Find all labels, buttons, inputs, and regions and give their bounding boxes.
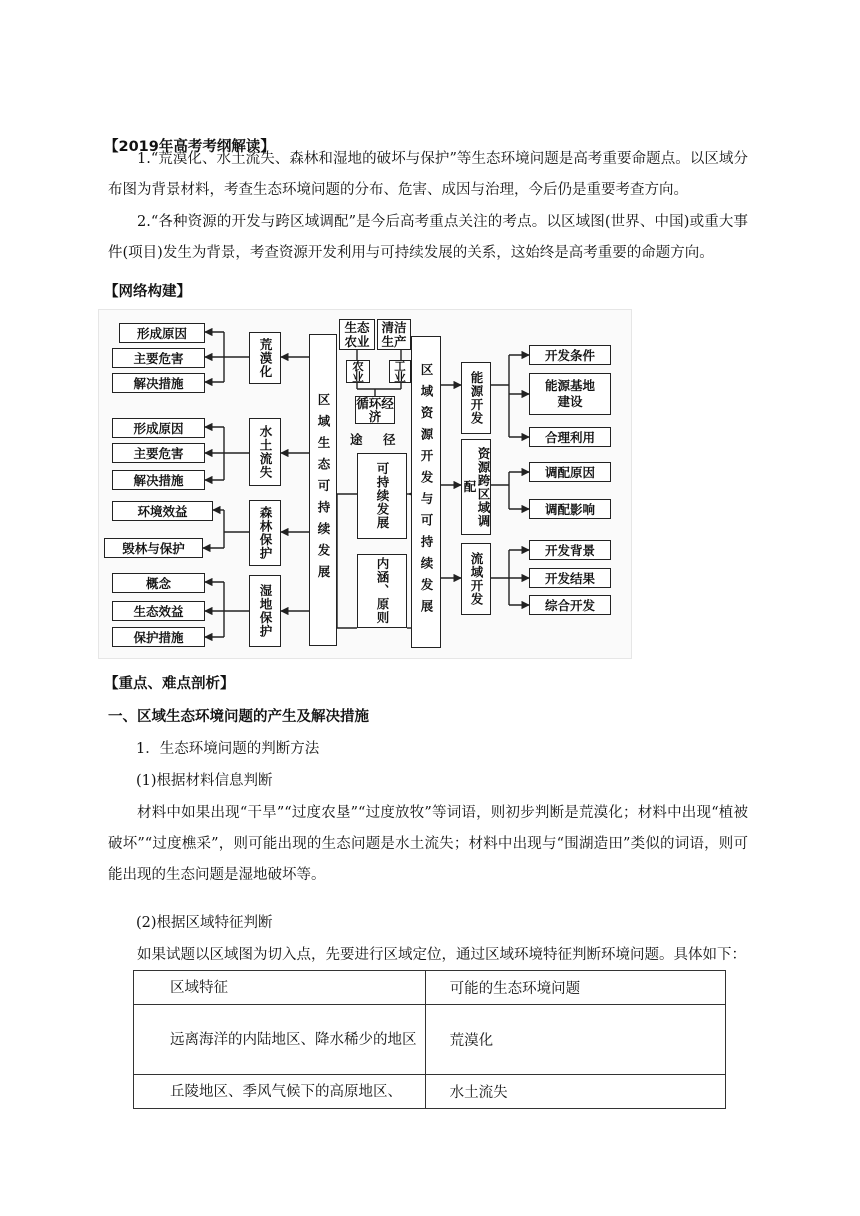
diagram-node-harm-2: 主要危害 <box>112 443 205 463</box>
outline-paragraph-1: 1.“荒漠化、水土流失、森林和湿地的破坏与保护”等生态环境问题是高考重要命题点。以区域分布图为背景材料，考查生态环境问题的分布、危害、成因与治理，今后仍是重要考查方向。 <box>108 151 748 198</box>
table-header-row <box>134 971 726 1005</box>
diagram-node-forest-protection: 森林保护 <box>249 500 281 566</box>
diagram-node-connotation-principles: 内涵、原则 <box>357 554 407 628</box>
diagram-node-dev-results: 开发结果 <box>529 568 611 588</box>
diagram-node-rational-use: 合理利用 <box>529 427 611 447</box>
diagram-node-allocation-impact: 调配影响 <box>529 499 611 519</box>
diagram-node-harm-1: 主要危害 <box>112 348 205 368</box>
diagram-node-agriculture: 农业 <box>346 360 370 383</box>
diagram-node-sustainable-development: 可持续发展 <box>357 453 407 539</box>
diagram-node-cause-2: 形成原因 <box>112 418 205 438</box>
network-heading: 【网络构建】 <box>104 284 191 300</box>
outline-paragraph-2: 2.“各种资源的开发与跨区域调配”是今后高考重点关注的考点。以区域图(世界、中国)或重大事件(项目)发生为背景，考查资源开发利用与可持续发展的关系，这始终是高考重要的命题方向。 <box>108 214 748 261</box>
diagram-node-circular-economy: 循环经济 <box>356 396 394 424</box>
diagram-node-soil-erosion: 水土流失 <box>249 418 281 486</box>
diagram-node-comprehensive-dev: 综合开发 <box>529 595 611 615</box>
table-row <box>134 1005 726 1075</box>
diagram-node-regional-eco-sustainable: 区域生态可持续发展 <box>309 334 337 646</box>
table-header-cell: 可能的生态环境问题 <box>425 971 725 1005</box>
diagram-node-regional-resource-sustainable: 区域资源开发与可持续发展 <box>411 336 441 648</box>
table-header-cell: 区域特征 <box>134 971 426 1005</box>
exam-outline-heading: 【2019年高考考纲解读】 <box>104 139 275 155</box>
diagram-node-allocation-reasons: 调配原因 <box>529 462 611 482</box>
paragraph-region-map: 如果试题以区域图为切入点，先要进行区域定位，通过区域环境特征判断环境问题。具体如下： <box>137 947 746 963</box>
diagram-label-path-right: 径 <box>383 432 396 447</box>
paragraph-material-judgment: 材料中如果出现“干旱”“过度农垦”“过度放牧”等词语，则初步判断是荒漠化；材料中出现“植被破坏”“过度樵采”，则可能出现的生态问题是水土流失；材料中出现与“围湖造田”类似的词语，则可能出现的生态问题是湿地破坏等。 <box>108 805 748 883</box>
diagram-node-wetland-protection: 湿地保护 <box>249 575 281 647</box>
knowledge-network-diagram <box>98 309 632 659</box>
diagram-node-dev-conditions: 开发条件 <box>529 345 611 365</box>
diagram-node-clean-production: 清洁生产 <box>377 319 411 350</box>
item-judgment-method: 1．生态环境问题的判断方法 <box>136 741 320 757</box>
table-cell: 远离海洋的内陆地区、降水稀少的地区 <box>134 1005 426 1075</box>
diagram-label-path-left: 途 <box>350 432 363 447</box>
diagram-node-cross-region-allocation: 资源跨区域调配 <box>461 439 491 535</box>
diagram-node-measure-1: 解决措施 <box>112 373 205 393</box>
diagram-node-cause-1: 形成原因 <box>119 323 205 343</box>
diagram-node-measure-2: 解决措施 <box>112 470 205 490</box>
diagram-node-dev-background: 开发背景 <box>529 540 611 560</box>
diagram-node-desertification: 荒漠化 <box>249 332 281 384</box>
diagram-node-deforestation: 毁林与保护 <box>104 538 203 558</box>
diagram-node-env-benefit: 环境效益 <box>112 501 213 521</box>
diagram-node-energy-development: 能源开发 <box>461 362 491 434</box>
eco-problem-table <box>133 970 726 1109</box>
table-row <box>134 1075 726 1109</box>
item-material-info: (1)根据材料信息判断 <box>136 773 273 789</box>
table-cell: 水土流失 <box>425 1075 725 1109</box>
diagram-node-industry: 工业 <box>389 360 411 383</box>
table-cell: 荒漠化 <box>425 1005 725 1075</box>
diagram-node-protection-measures: 保护措施 <box>112 627 205 647</box>
diagram-node-basin-development: 流域开发 <box>461 543 491 615</box>
item-regional-features: (2)根据区域特征判断 <box>136 915 273 931</box>
key-points-heading: 【重点、难点剖析】 <box>104 676 235 692</box>
subheading-eco-problems: 一、区域生态环境问题的产生及解决措施 <box>108 709 369 725</box>
diagram-node-eco-agriculture: 生态农业 <box>339 319 375 350</box>
table-cell: 丘陵地区、季风气候下的高原地区、 <box>134 1075 426 1109</box>
diagram-node-concept: 概念 <box>112 573 205 593</box>
diagram-node-eco-benefit: 生态效益 <box>112 601 205 621</box>
diagram-node-energy-base: 能源基地建设 <box>529 373 611 415</box>
